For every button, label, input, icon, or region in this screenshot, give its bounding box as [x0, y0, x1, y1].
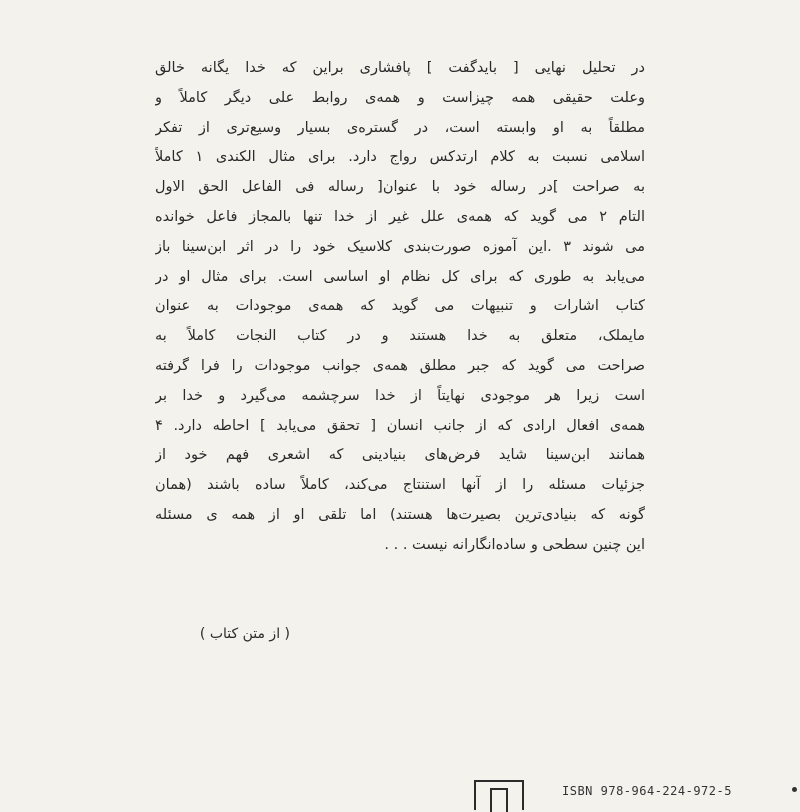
text-line: گونه که بنیادی‌ترین بصیرت‌ها هستند) اما تلقی او از همه ی مسئله: [155, 506, 645, 523]
text-line: به صراحت ]در رساله خود با عنوان[ رساله فی الفاعل الحق الاول: [155, 179, 645, 196]
body-text: [155, 54, 645, 561]
text-line: وعلت حقیقی همه چیزاست و همه‌ی روابط علی دیگر کاملاً و: [155, 89, 645, 106]
text-line: اسلامی نسبت به کلام ارتدکس رواج دارد. برای مثال الکندی ۱ کاملاً: [155, 149, 645, 166]
text-line: التام ۲ می گوید که همه‌ی علل غیر از خدا تنها بالمجاز فاعل خوانده: [155, 208, 645, 225]
text-line: جزئیات مسئله را از آنها استنتاج می‌کند، کاملاً ساده باشند (همان: [155, 477, 645, 494]
text-line: در تحلیل نهایی [ بایدگفت ] پافشاری براین که خدا یگانه خالق: [155, 60, 645, 76]
text-line: می‌یابد به طوری که برای کل نظام او اساسی است. برای مثال او در: [155, 268, 645, 285]
text-line: همانند ابن‌سینا شاید فرض‌های بنیادینی که اشعری فهم خود از: [155, 447, 645, 464]
text-line: صراحت می گوید که جبر مطلق همه‌ی جوانب موجودات را فرا گرفته: [155, 357, 645, 374]
source-note: ( از متن کتاب ): [199, 626, 290, 642]
text-line: همه‌ی افعال ارادی که از جانب انسان [ تحقق می‌یابد ] احاطه دارد. ۴: [155, 417, 645, 434]
isbn-number: ISBN 978-964-224-972-5: [562, 784, 732, 798]
bullet-dot: [792, 787, 797, 792]
text-line: این چنین سطحی و ساده‌انگارانه نیست . . .: [384, 536, 645, 553]
text-line: کتاب اشارات و تنبیهات می گوید که همه‌ی موجودات به عنوان: [155, 298, 645, 315]
logo-mark: [474, 780, 524, 810]
text-line: مایملک، متعلق به خدا هستند و در کتاب النجات کاملاً به: [155, 328, 645, 345]
text-line: است زیرا هر موجودی نهایتاً از خدا سرچشمه می‌گیرد و خدا بر: [155, 387, 645, 404]
text-line: می شوند ۳ .این آموزه صورت‌بندی کلاسیک خود را در اثر ابن‌سینا باز: [155, 238, 645, 255]
text-line: مطلقاً به او وابسته است، در گستره‌ی بسیار وسیع‌تری از تفکر: [155, 119, 645, 136]
